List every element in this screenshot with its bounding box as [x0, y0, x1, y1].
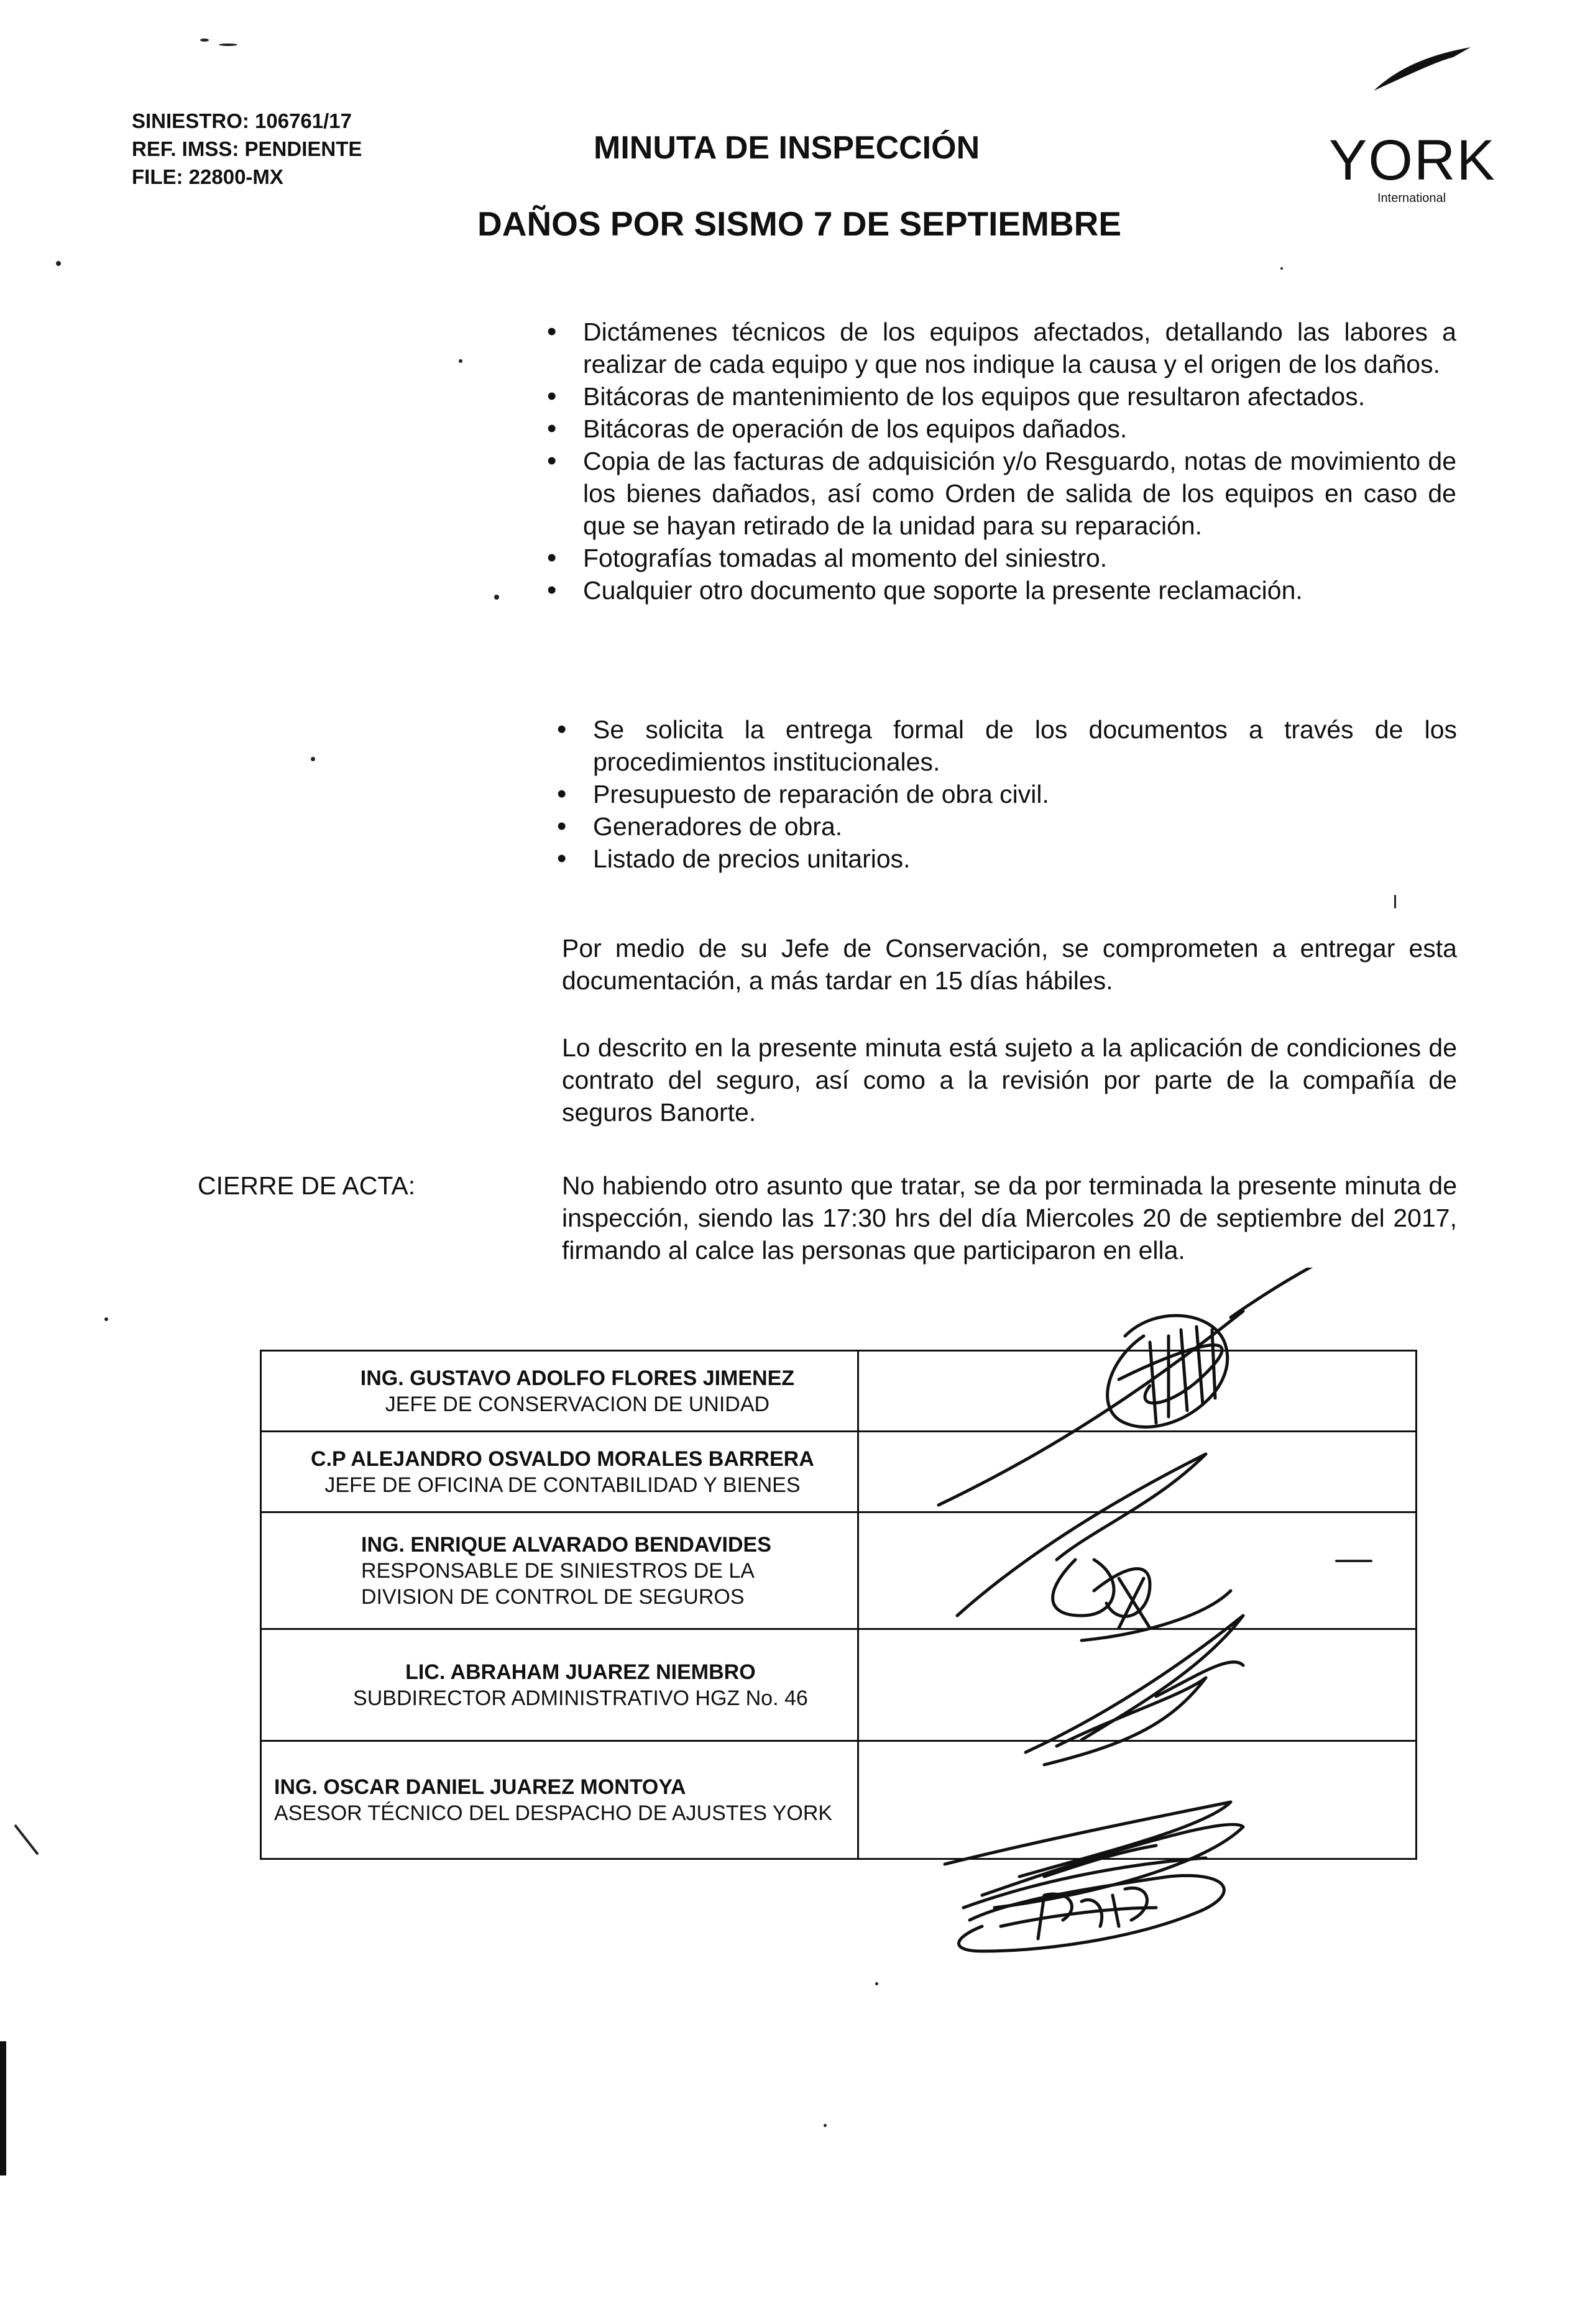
ref-imss: REF. IMSS: PENDIENTE	[132, 137, 362, 160]
scan-speck	[1335, 1560, 1372, 1562]
scan-speck	[200, 39, 209, 42]
document-subtitle: DAÑOS POR SISMO 7 DE SEPTIEMBRE	[477, 204, 1122, 243]
conditions-paragraph: Lo descrito en la presente minuta está sujeto a la aplicación de condiciones de contrato del seguro, así como a la revisión por parte de la compañía de seguros Banorte.	[562, 1033, 1457, 1127]
closing-paragraph: No habiendo otro asunto que tratar, se da por terminada la presente minuta de inspección, siendo las 17:30 hrs del día Miercoles 20 de septiembre del 2017, firmando al calce las personas que participaron en ella.	[562, 1171, 1457, 1265]
signatory-name: C.P ALEJANDRO OSVALDO MORALES BARRERA	[311, 1447, 814, 1471]
logo-wordmark: YORK	[1329, 129, 1496, 192]
list-item: • Presupuesto de reparación de obra civil.	[549, 778, 1457, 810]
signature-cell	[858, 1741, 1416, 1859]
signatory-role: ASESOR TÉCNICO DEL DESPACHO DE AJUSTES YORK	[274, 1801, 833, 1825]
signatory-name: ING. ENRIQUE ALVARADO BENDAVIDES	[361, 1532, 771, 1557]
additional-requirements-list	[549, 713, 1457, 875]
signatory-role: JEFE DE OFICINA DE CONTABILIDAD Y BIENES	[324, 1473, 801, 1497]
signature-cell	[858, 1512, 1416, 1629]
list-item: • Copia de las facturas de adquisición y/o Resguardo, notas de movimiento de los bienes dañados, así como Orden de salida de los equipos en caso de que se hayan retirado de la unidad para su reparación.	[540, 445, 1456, 542]
york-logo-mark-icon	[1372, 43, 1472, 93]
required-documents-list	[540, 316, 1456, 606]
document-title: MINUTA DE INSPECCIÓN	[594, 130, 980, 166]
list-item: • Fotografías tomadas al momento del siniestro.	[540, 542, 1456, 574]
list-item: • Generadores de obra.	[549, 810, 1457, 843]
scan-edge-line	[14, 1824, 39, 1855]
signature-cell	[858, 1629, 1416, 1741]
logo-subtitle: International	[1377, 191, 1446, 205]
scan-speck	[104, 1317, 108, 1321]
signature-cell	[858, 1432, 1416, 1512]
scan-speck	[459, 359, 462, 363]
table-row	[261, 1351, 1417, 1432]
scan-edge-mark	[0, 2041, 6, 2175]
scan-speck	[311, 757, 315, 761]
table-row	[261, 1432, 1417, 1512]
list-item: • Listado de precios unitarios.	[549, 843, 1457, 875]
table-row	[261, 1629, 1417, 1741]
list-item: • Se solicita la entrega formal de los documentos a través de los procedimientos institucionales.	[549, 713, 1457, 778]
scan-speck	[219, 43, 237, 46]
scan-speck	[1394, 895, 1396, 908]
signatory-name: ING. GUSTAVO ADOLFO FLORES JIMENEZ	[360, 1366, 795, 1390]
signature-cell	[858, 1351, 1416, 1432]
list-item: • Bitácoras de operación de los equipos dañados.	[540, 413, 1456, 445]
scan-speck	[494, 595, 499, 600]
signatory-role: RESPONSABLE DE SINIESTROS DE LA DIVISION DE CONTROL DE SEGUROS	[361, 1558, 754, 1609]
delivery-commitment-paragraph: Por medio de su Jefe de Conservación, se comprometen a entregar esta documentación, a más tardar en 15 días hábiles.	[562, 934, 1457, 995]
signature-table	[260, 1350, 1417, 1860]
list-item: • Cualquier otro documento que soporte la presente reclamación.	[540, 574, 1456, 606]
siniestro-number: SINIESTRO: 106761/17	[132, 109, 352, 132]
scan-speck	[824, 2124, 827, 2127]
table-row	[261, 1741, 1417, 1859]
closing-label: CIERRE DE ACTA:	[198, 1171, 416, 1200]
scan-speck	[875, 1982, 878, 1985]
table-row	[261, 1512, 1417, 1629]
signatory-role: JEFE DE CONSERVACION DE UNIDAD	[385, 1392, 770, 1416]
file-number: FILE: 22800-MX	[132, 165, 283, 188]
signatory-name: LIC. ABRAHAM JUAREZ NIEMBRO	[405, 1660, 756, 1684]
list-item: • Bitácoras de mantenimiento de los equipos que resultaron afectados.	[540, 380, 1456, 413]
scan-speck	[1280, 267, 1283, 270]
scan-speck	[56, 261, 61, 266]
york-logo	[1329, 129, 1503, 225]
list-item: • Dictámenes técnicos de los equipos afectados, detallando las labores a realizar de cada equipo y que nos indique la causa y el origen de los daños.	[540, 316, 1456, 380]
signatory-role: SUBDIRECTOR ADMINISTRATIVO HGZ No. 46	[353, 1686, 808, 1710]
signatory-name: ING. OSCAR DANIEL JUAREZ MONTOYA	[274, 1775, 686, 1799]
